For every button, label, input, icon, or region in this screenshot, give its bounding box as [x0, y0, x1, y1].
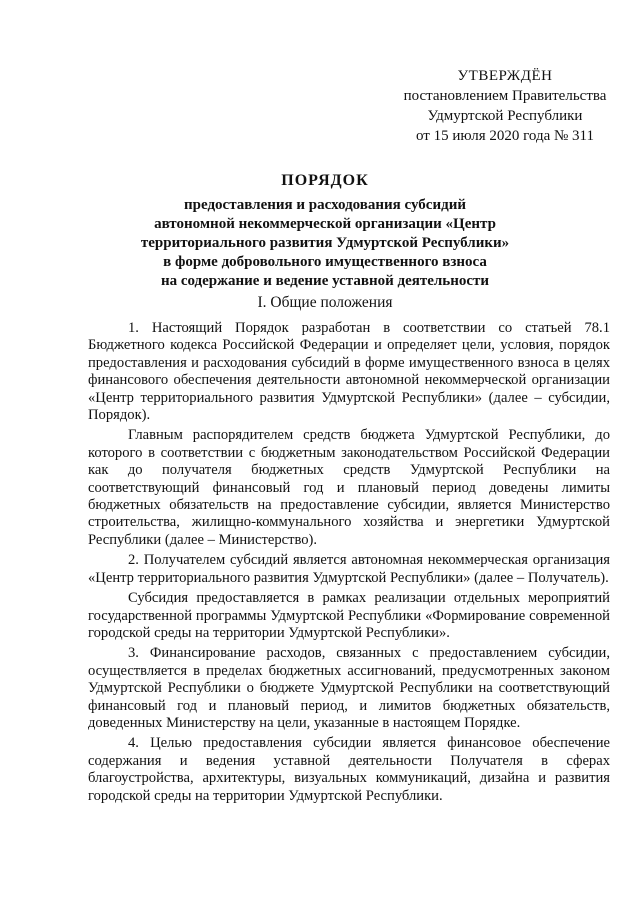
paragraph-5: 3. Финансирование расходов, связанных с предоставлением субсидии, осуществляется в пределах бюджетных ассигнований, предусмотренных законом Удмуртской Республики о бюджете Удмуртской Республики на соответствующий финансовый год и плановый период, и лимитов бюджетных обязательств, доведенных Министерству на цели, указанные в настоящем Порядке.: [88, 645, 610, 731]
title-line-2: автономной некоммерческой организации «Центр: [154, 216, 496, 232]
title-line-4: в форме добровольного имущественного взноса: [163, 254, 487, 270]
title-line-3: территориального развития Удмуртской Республики»: [140, 235, 510, 251]
paragraph-1: 1. Настоящий Порядок разработан в соответствии со статьей 78.1 Бюджетного кодекса Российской Федерации и определяет цели, условия, порядок предоставления и расходования субсидий в форме имущественного взноса в целях финансового обеспечения деятельности автономной некоммерческой организации «Центр территориального развития Удмуртской Республики» (далее – субсидии, Порядок).: [88, 320, 610, 424]
paragraph-3: 2. Получателем субсидий является автономная некоммерческая организация «Центр территориального развития Удмуртской Республики» (далее – Получатель).: [88, 552, 610, 586]
approval-stamp: [395, 66, 615, 146]
document-body: [88, 320, 610, 808]
paragraph-2: Главным распорядителем средств бюджета Удмуртской Республики, до которого в соответствии с бюджетным законодательством Российской Федерации как до получателя бюджетных средств Удмуртской Республики на соответствующий финансовый год и плановый период доведены лимиты бюджетных обязательств на предоставление субсидии, является Министерство строительства, жилищно-коммунального хозяйства и энергетики Удмуртской Республики (далее – Министерство).: [88, 427, 610, 548]
document-title-block: [80, 171, 570, 291]
approval-line-3: от 15 июля 2020 года № 311: [416, 128, 594, 144]
document-title: ПОРЯДОК: [281, 172, 369, 189]
title-line-1: предоставления и расходования субсидий: [184, 197, 466, 213]
paragraph-6: 4. Целью предоставления субсидии является финансовое обеспечение содержания и ведения уставной деятельности Получателя в сферах благоустройства, архитектуры, визуальных коммуникаций, дизайна и развития городской среды на территории Удмуртской Республики.: [88, 735, 610, 804]
approval-line-1: постановлением Правительства: [403, 88, 607, 104]
approval-line-2: Удмуртской Республики: [427, 108, 583, 124]
title-line-5: на содержание и ведение уставной деятельности: [160, 273, 490, 289]
paragraph-4: Субсидия предоставляется в рамках реализации отдельных мероприятий государственной программы Удмуртской Республики «Формирование современной городской среды на территории Удмуртской Республики».: [88, 590, 610, 641]
approval-heading: УТВЕРЖДЁН: [457, 68, 553, 84]
section-heading: I. Общие положения: [257, 294, 393, 311]
